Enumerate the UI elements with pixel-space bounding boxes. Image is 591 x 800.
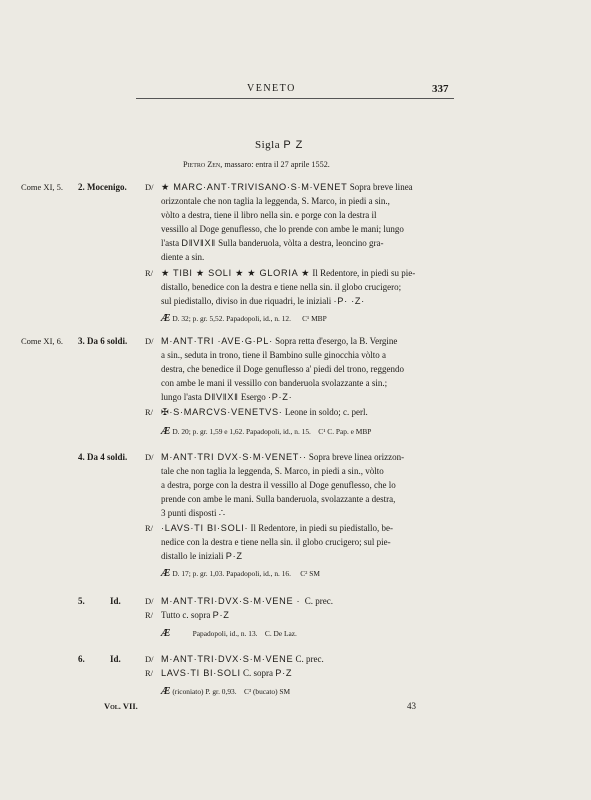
entry-2-obverse-line: diente a sin. — [161, 252, 205, 262]
entry-2-obverse-line: vessillo al Doge genuflesso, che lo prende con ambe le mani; lungo — [161, 224, 404, 234]
entry-5-reverse: Tutto c. sopra P·Z — [161, 610, 230, 620]
entry-2-reverse: ★ TIBI ★ SOLI ★ ★ GLORIA ★ Il Redentore, in piedi su pie- — [161, 268, 416, 278]
entry-3-obverse: M·ANT·TRI ·AVE·G·PL· Sopra retta d'esergo, la B. Vergine — [161, 336, 398, 346]
entry-5-obverse: M·ANT·TRI·DVX·S·M·VENE · C. prec. — [161, 596, 334, 606]
entry-6-reverse: LAVS·TI BI·SOLI C. sopra P·Z — [161, 668, 293, 678]
entry-3-specs: Æ D. 20; p. gr. 1,59 e 1,62. Papadopoli, id., n. 15. C¹ C. Pap. e MBP — [161, 426, 372, 437]
entry-3-obverse-line: lungo l'asta D‖V‖X‖ Esergo ·P·Z· — [161, 392, 293, 402]
entry-4-number: 4. Da 4 soldi. — [78, 452, 128, 462]
entry-6-obverse: M·ANT·TRI·DVX·S·M·VENE C. prec. — [161, 654, 324, 664]
entry-4-obverse: M·ANT·TRI DVX·S·M·VENET·· Sopra breve linea orizzon- — [161, 452, 405, 462]
entry-4-obverse-line: 3 punti disposti ∴ — [161, 508, 226, 519]
entry-6-denomination: Id. — [110, 654, 121, 664]
entry-2-reverse-line: distallo, benedice con la destra e tiene nella sin. il globo crucigero; — [161, 282, 402, 292]
entry-4-reverse: ·LAVS·TI BI·SOLI· Il Redentore, in piedi su piedistallo, be- — [161, 523, 394, 533]
entry-2-specs: Æ D. 32; p. gr. 5,52. Papadopoli, id., n. 12. C¹ MBP — [161, 313, 327, 324]
entry-5-specs: Æ Papadopoli, id., n. 13. C. De Laz. — [161, 628, 297, 639]
magistrate-line: Pietro Zen, massaro: entra il 27 aprile 1552. — [183, 160, 330, 169]
entry-5-number: 5. — [78, 596, 85, 606]
entry-4-obverse-line: prende con ambe le mani. Sulla banderuola, svolazzante a destra, — [161, 494, 396, 504]
entry-3-obverse-line: destra, che benedice il Doge genuflesso a' piedi del trono, reggendo — [161, 364, 405, 374]
entry-2-obverse-line: vòlto a destra, tiene il libro nella sin. e porge con la destra il — [161, 210, 377, 220]
entry-6-side-r: R/ — [145, 668, 154, 678]
entry-2-number: 2. Mocenigo. — [78, 182, 127, 192]
sigla-line: Sigla P Z — [255, 139, 304, 151]
entry-2-reverse-line: sul piedistallo, diviso in due riquadri, le iniziali ·P· ·Z· — [161, 296, 365, 306]
volume-signature: Vol. VII. — [104, 701, 138, 711]
entry-6-specs: Æ (riconiato) P. gr. 0,93. C³ (bucato) SM — [161, 686, 291, 697]
page-number: 337 — [432, 83, 449, 95]
entry-2-obverse-line: orizzontale che non taglia la leggenda, S. Marco, in piedi a sin., — [161, 196, 390, 206]
entry-5-side-d: D/ — [145, 596, 154, 606]
entry-4-obverse-line: a destra, porge con la destra il vessillo al Doge genuflesso, che lo — [161, 480, 396, 490]
header-rule — [136, 98, 454, 99]
entry-4-obverse-line: tale che non taglia la leggenda, S. Marco, in piedi a sin., vòlto — [161, 466, 384, 476]
entry-6-side-d: D/ — [145, 654, 154, 664]
entry-4-side-d: D/ — [145, 452, 154, 462]
entry-4-reverse-line: nedice con la destra e tiene nella sin. il globo crucigero; sul pie- — [161, 537, 391, 547]
entry-3-obverse-line: a sin., seduta in trono, tiene il Bambino sulle ginocchia vòlto a — [161, 350, 386, 360]
entry-2-obverse-line: l'asta D‖V‖X‖ Sulla banderuola, vòlta a destra, leoncino gra- — [161, 238, 384, 248]
entry-2-side-d: D/ — [145, 182, 154, 192]
entry-2-side-r: R/ — [145, 268, 154, 278]
entry-6-number: 6. — [78, 654, 85, 664]
entry-4-side-r: R/ — [145, 523, 154, 533]
entry-3-obverse-line: con ambe le mani il vessillo con banderuola svolazzante a sin.; — [161, 378, 388, 388]
entry-4-reverse-line: distallo le iniziali P·Z — [161, 551, 243, 561]
entry-2-ref: Come XI, 5. — [21, 182, 64, 192]
running-header: VENETO — [247, 83, 296, 94]
entry-3-side-d: D/ — [145, 336, 154, 346]
entry-3-ref: Come XI, 6. — [21, 336, 64, 346]
entry-5-denomination: Id. — [110, 596, 121, 606]
entry-5-side-r: R/ — [145, 610, 154, 620]
entry-3-side-r: R/ — [145, 407, 154, 417]
entry-3-reverse: ✠·S·MARCVS·VENETVS· Leone in soldo; c. perl. — [161, 407, 368, 417]
entry-2-obverse: ★ MARC·ANT·TRIVISANO·S·M·VENET Sopra breve linea — [161, 182, 413, 192]
sheet-signature: 43 — [407, 701, 416, 711]
entry-3-number: 3. Da 6 soldi. — [78, 336, 128, 346]
entry-4-specs: Æ D. 17; p. gr. 1,03. Papadopoli, id., n. 16. C² SM — [161, 568, 320, 579]
